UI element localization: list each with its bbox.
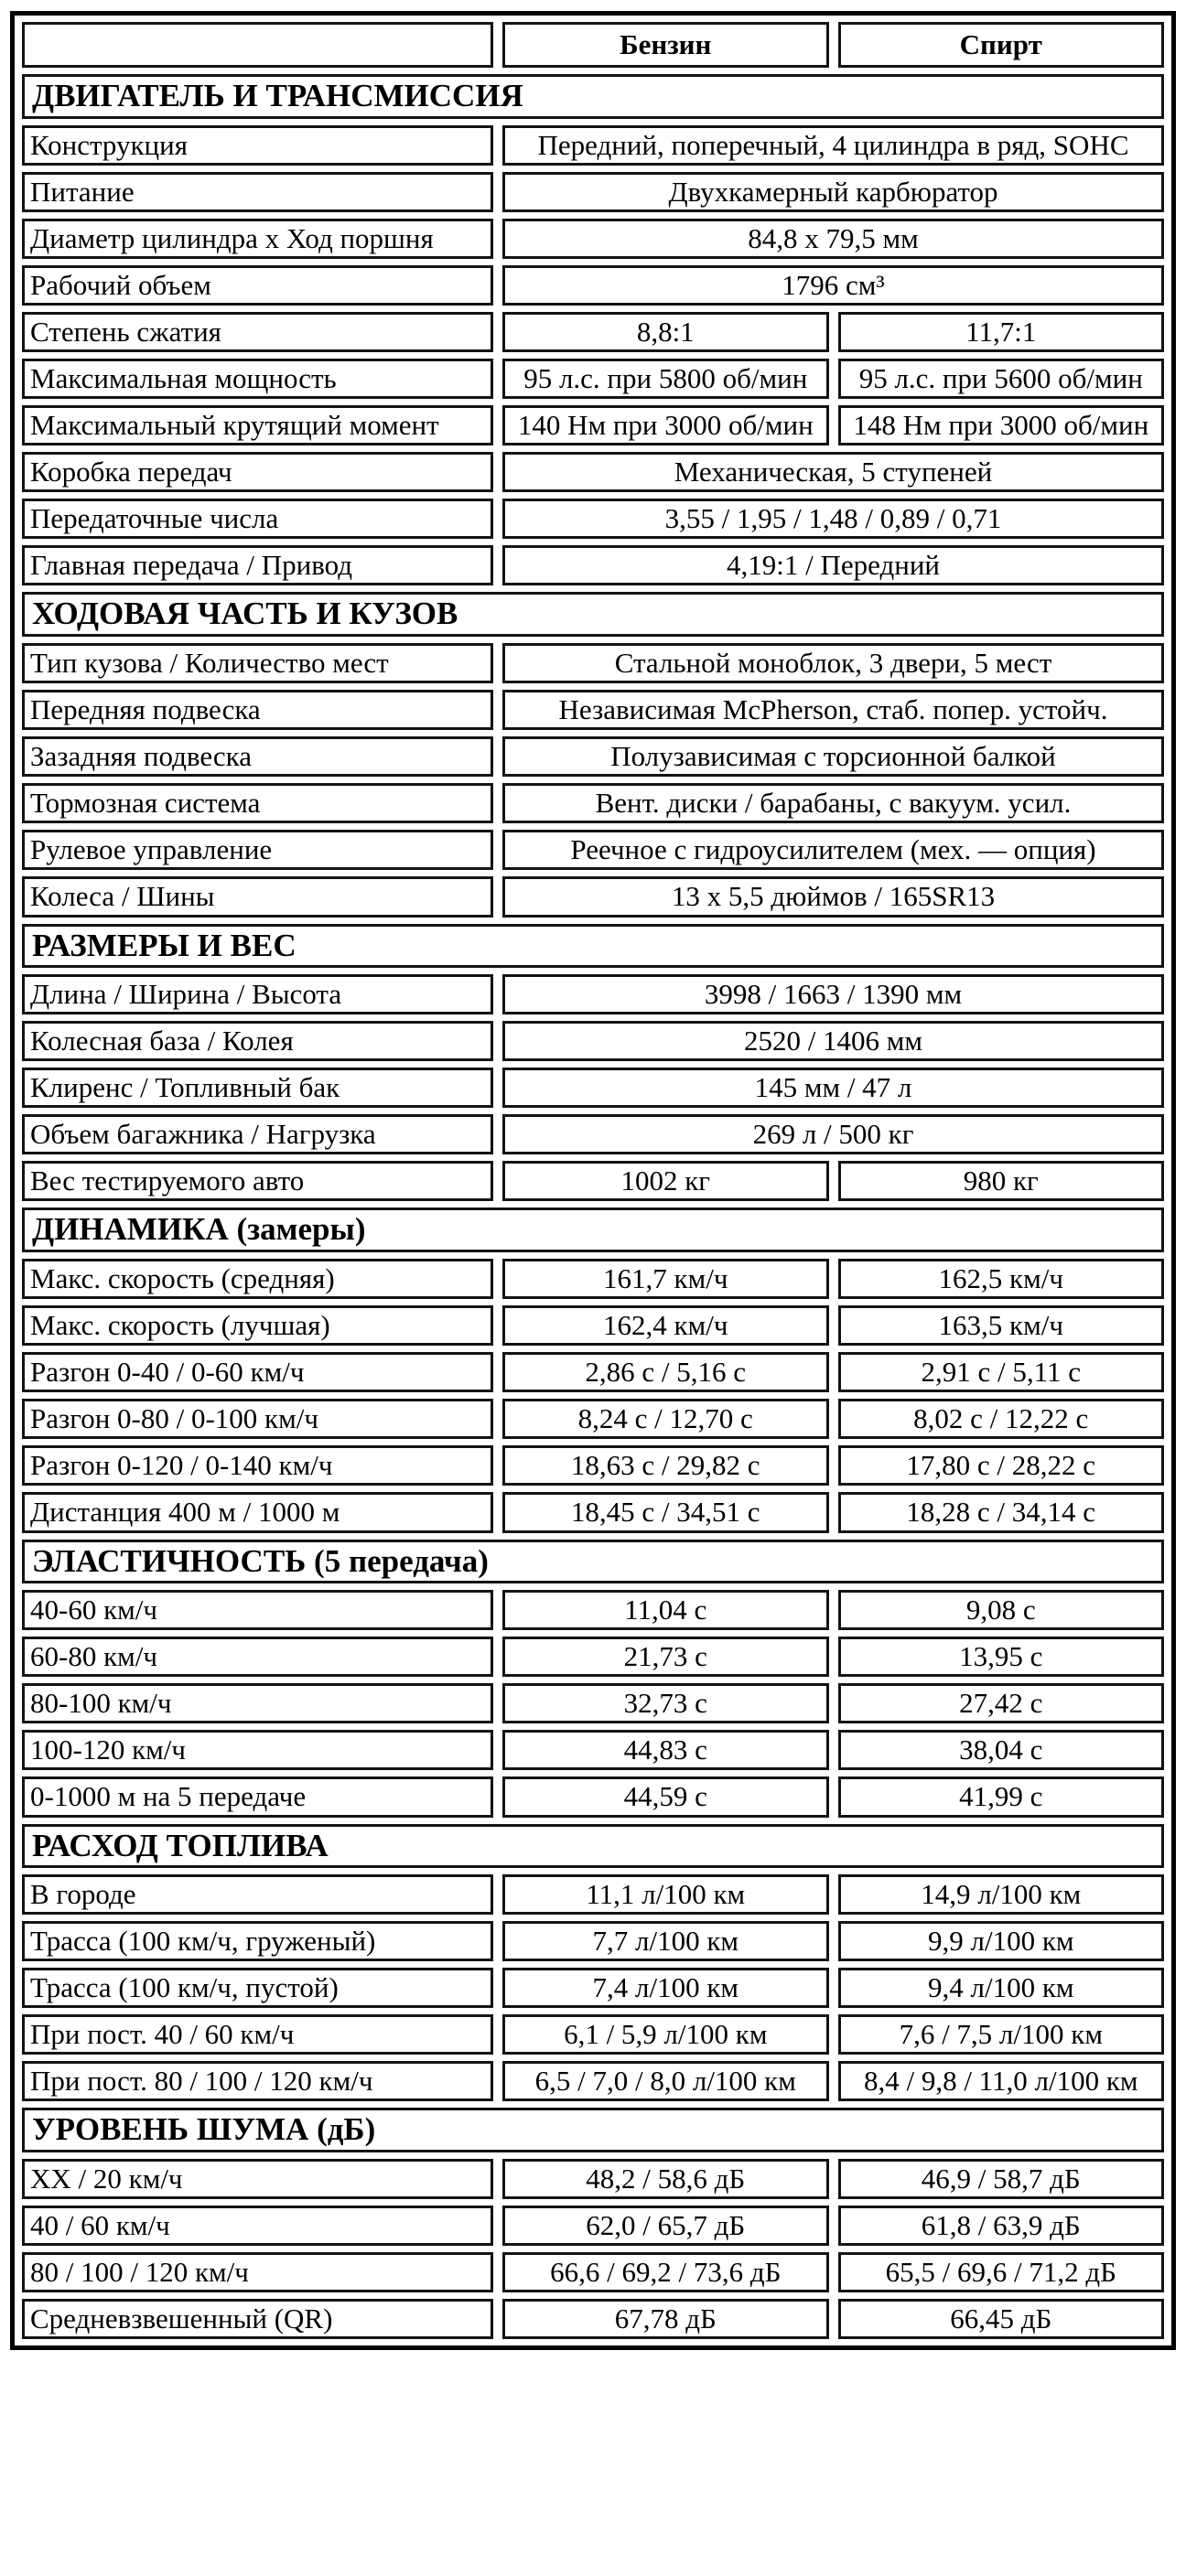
row-label: Коробка передач (22, 452, 493, 492)
row-value: 3998 / 1663 / 1390 мм (502, 974, 1164, 1014)
row-label: Тип кузова / Количество мест (22, 643, 493, 683)
row-value: Передний, поперечный, 4 цилиндра в ряд, SOHC (502, 125, 1164, 166)
section-header: РАСХОД ТОПЛИВА (22, 1824, 1164, 1869)
row-label: Максимальная мощность (22, 359, 493, 399)
row-value: Вент. диски / барабаны, с вакуум. усил. (502, 783, 1164, 823)
column-header-spirt: Спирт (838, 22, 1165, 68)
row-label: Диаметр цилиндра х Ход поршня (22, 219, 493, 259)
column-header-empty (22, 22, 493, 68)
row-label: Вес тестируемого авто (22, 1161, 493, 1201)
row-value-spirt: 65,5 / 69,6 / 71,2 дБ (838, 2252, 1165, 2292)
row-label: Клиренс / Топливный бак (22, 1068, 493, 1108)
row-label: Главная передача / Привод (22, 545, 493, 585)
row-label: Степень сжатия (22, 312, 493, 352)
row-label: Максимальный крутящий момент (22, 405, 493, 445)
row-value: 145 мм / 47 л (502, 1068, 1164, 1108)
row-label: Колеса / Шины (22, 876, 493, 917)
row-label: Макс. скорость (средняя) (22, 1259, 493, 1299)
row-label: Тормозная система (22, 783, 493, 823)
row-label: Конструкция (22, 125, 493, 166)
row-value-spirt: 66,45 дБ (838, 2299, 1165, 2339)
row-value-benzin: 8,8:1 (502, 312, 829, 352)
row-label: Передаточные числа (22, 499, 493, 539)
row-value: 4,19:1 / Передний (502, 545, 1164, 585)
row-value-spirt: 162,5 км/ч (838, 1259, 1165, 1299)
row-label: 80-100 км/ч (22, 1683, 493, 1723)
row-value: Реечное с гидроусилителем (мех. — опция) (502, 830, 1164, 870)
row-value-benzin: 11,1 л/100 км (502, 1874, 829, 1915)
row-value-spirt: 9,08 с (838, 1590, 1165, 1630)
row-value-benzin: 44,59 с (502, 1776, 829, 1817)
row-label: Средневзвешенный (QR) (22, 2299, 493, 2339)
row-value: 84,8 x 79,5 мм (502, 219, 1164, 259)
row-label: XX / 20 км/ч (22, 2159, 493, 2199)
row-label: Разгон 0-40 / 0-60 км/ч (22, 1352, 493, 1392)
row-value-benzin: 140 Нм при 3000 об/мин (502, 405, 829, 445)
row-value-benzin: 95 л.с. при 5800 об/мин (502, 359, 829, 399)
row-value-benzin: 161,7 км/ч (502, 1259, 829, 1299)
row-value-spirt: 17,80 с / 28,22 с (838, 1445, 1165, 1486)
row-label: При пост. 40 / 60 км/ч (22, 2014, 493, 2055)
row-value-benzin: 18,63 с / 29,82 с (502, 1445, 829, 1486)
row-label: Дистанция 400 м / 1000 м (22, 1492, 493, 1532)
row-value: 3,55 / 1,95 / 1,48 / 0,89 / 0,71 (502, 499, 1164, 539)
row-value-spirt: 95 л.с. при 5600 об/мин (838, 359, 1165, 399)
row-label: 40 / 60 км/ч (22, 2206, 493, 2246)
row-value-benzin: 2,86 с / 5,16 с (502, 1352, 829, 1392)
row-value-benzin: 8,24 с / 12,70 с (502, 1399, 829, 1439)
row-value-spirt: 38,04 с (838, 1730, 1165, 1770)
row-value-spirt: 9,9 л/100 км (838, 1921, 1165, 1961)
row-value-benzin: 62,0 / 65,7 дБ (502, 2206, 829, 2246)
spec-table (10, 11, 1176, 2350)
row-value: Двухкамерный карбюратор (502, 172, 1164, 212)
row-value: 1796 см³ (502, 265, 1164, 306)
row-value-spirt: 27,42 с (838, 1683, 1165, 1723)
row-value-spirt: 7,6 / 7,5 л/100 км (838, 2014, 1165, 2055)
row-label: В городе (22, 1874, 493, 1915)
column-header-benzin: Бензин (502, 22, 829, 68)
row-label: Рабочий объем (22, 265, 493, 306)
row-value-benzin: 1002 кг (502, 1161, 829, 1201)
row-label: Объем багажника / Нагрузка (22, 1114, 493, 1154)
row-value-spirt: 61,8 / 63,9 дБ (838, 2206, 1165, 2246)
row-value-spirt: 46,9 / 58,7 дБ (838, 2159, 1165, 2199)
section-header: УРОВЕНЬ ШУМА (дБ) (22, 2108, 1164, 2152)
row-label: Длина / Ширина / Высота (22, 974, 493, 1014)
row-value-benzin: 66,6 / 69,2 / 73,6 дБ (502, 2252, 829, 2292)
row-value: Стальной моноблок, 3 двери, 5 мест (502, 643, 1164, 683)
row-value-spirt: 980 кг (838, 1161, 1165, 1201)
row-value-benzin: 32,73 с (502, 1683, 829, 1723)
row-value-benzin: 162,4 км/ч (502, 1305, 829, 1346)
row-label: 0-1000 м на 5 передаче (22, 1776, 493, 1817)
row-value-benzin: 18,45 с / 34,51 с (502, 1492, 829, 1532)
row-value-spirt: 13,95 с (838, 1637, 1165, 1677)
row-value-spirt: 9,4 л/100 км (838, 1968, 1165, 2008)
row-label: Трасса (100 км/ч, пустой) (22, 1968, 493, 2008)
row-label: Колесная база / Колея (22, 1021, 493, 1061)
row-value-spirt: 14,9 л/100 км (838, 1874, 1165, 1915)
section-header: РАЗМЕРЫ И ВЕС (22, 924, 1164, 969)
row-value-spirt: 11,7:1 (838, 312, 1165, 352)
row-label: Питание (22, 172, 493, 212)
row-value: 13 x 5,5 дюймов / 165SR13 (502, 876, 1164, 917)
row-label: 100-120 км/ч (22, 1730, 493, 1770)
row-label: Трасса (100 км/ч, груженый) (22, 1921, 493, 1961)
row-value: 269 л / 500 кг (502, 1114, 1164, 1154)
row-value: Механическая, 5 ступеней (502, 452, 1164, 492)
row-value-spirt: 8,4 / 9,8 / 11,0 л/100 км (838, 2061, 1165, 2101)
row-label: Рулевое управление (22, 830, 493, 870)
row-value-spirt: 148 Нм при 3000 об/мин (838, 405, 1165, 445)
row-value-benzin: 11,04 с (502, 1590, 829, 1630)
row-value-benzin: 67,78 дБ (502, 2299, 829, 2339)
row-value-benzin: 6,5 / 7,0 / 8,0 л/100 км (502, 2061, 829, 2101)
row-label: Разгон 0-120 / 0-140 км/ч (22, 1445, 493, 1486)
row-value-benzin: 21,73 с (502, 1637, 829, 1677)
row-label: Макс. скорость (лучшая) (22, 1305, 493, 1346)
row-value-benzin: 7,7 л/100 км (502, 1921, 829, 1961)
section-header: ХОДОВАЯ ЧАСТЬ И КУЗОВ (22, 592, 1164, 637)
row-label: Передняя подвеска (22, 690, 493, 730)
row-value-benzin: 7,4 л/100 км (502, 1968, 829, 2008)
row-value-spirt: 41,99 с (838, 1776, 1165, 1817)
row-value-spirt: 163,5 км/ч (838, 1305, 1165, 1346)
row-value-benzin: 44,83 с (502, 1730, 829, 1770)
row-label: 40-60 км/ч (22, 1590, 493, 1630)
row-value-benzin: 6,1 / 5,9 л/100 км (502, 2014, 829, 2055)
section-header: ЭЛАСТИЧНОСТЬ (5 передача) (22, 1540, 1164, 1584)
row-label: При пост. 80 / 100 / 120 км/ч (22, 2061, 493, 2101)
row-value: 2520 / 1406 мм (502, 1021, 1164, 1061)
row-label: Зазадняя подвеска (22, 736, 493, 777)
row-value-spirt: 2,91 с / 5,11 с (838, 1352, 1165, 1392)
row-label: 60-80 км/ч (22, 1637, 493, 1677)
row-label: 80 / 100 / 120 км/ч (22, 2252, 493, 2292)
section-header: ДВИГАТЕЛЬ И ТРАНСМИССИЯ (22, 74, 1164, 119)
row-label: Разгон 0-80 / 0-100 км/ч (22, 1399, 493, 1439)
row-value-spirt: 8,02 с / 12,22 с (838, 1399, 1165, 1439)
row-value: Независимая McPherson, стаб. попер. устойч. (502, 690, 1164, 730)
row-value: Полузависимая с торсионной балкой (502, 736, 1164, 777)
row-value-spirt: 18,28 с / 34,14 с (838, 1492, 1165, 1532)
section-header: ДИНАМИКА (замеры) (22, 1208, 1164, 1252)
row-value-benzin: 48,2 / 58,6 дБ (502, 2159, 829, 2199)
